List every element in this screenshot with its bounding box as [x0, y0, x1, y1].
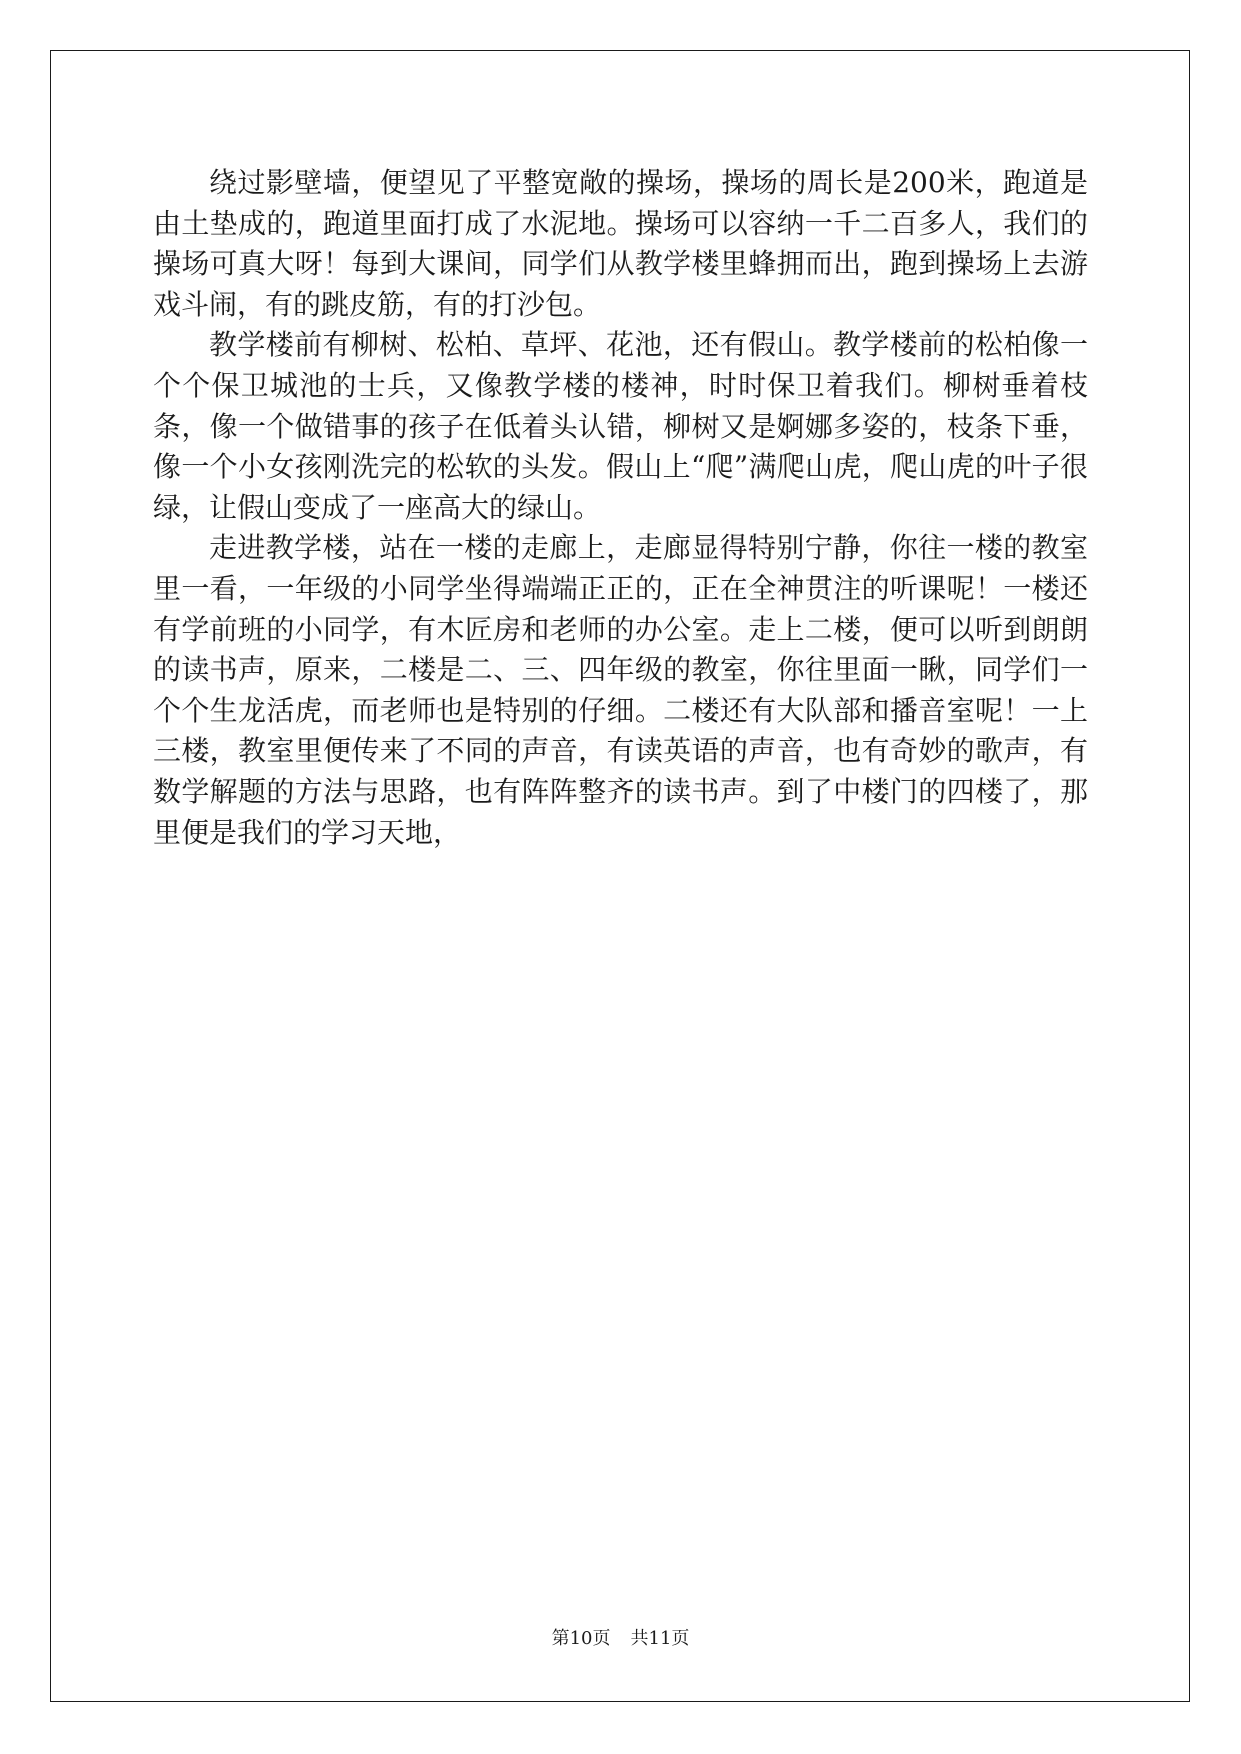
- paragraph-1: 绕过影壁墙，便望见了平整宽敞的操场，操场的周长是200米，跑道是由土垫成的，跑道里面打成了水泥地。操场可以容纳一千二百多人，我们的操场可真大呀！每到大课间，同学们从教学楼里蜂拥而出，跑到操场上去游戏斗闹，有的跳皮筋，有的打沙包。: [153, 166, 1088, 321]
- paragraph-3: 走进教学楼，站在一楼的走廊上，走廊显得特别宁静，你往一楼的教室里一看，一年级的小同学坐得端端正正的，正在全神贯注的听课呢！一楼还有学前班的小同学，有木匠房和老师的办公室。走上二楼，便可以听到朗朗的读书声，原来，二楼是二、三、四年级的教室，你往里面一瞅，同学们一个个生龙活虎，而老师也是特别的仔细。二楼还有大队部和播音室呢！一上三楼，教室里便传来了不同的声音，有读英语的声音，也有奇妙的歌声，有数学解题的方法与思路，也有阵阵整齐的读书声。到了中楼门的四楼了，那里便是我们的学习天地，: [153, 531, 1088, 849]
- document-body: [153, 163, 1088, 853]
- paragraph-2: 教学楼前有柳树、松柏、草坪、花池，还有假山。教学楼前的松柏像一个个保卫城池的士兵，又像教学楼的楼神，时时保卫着我们。柳树垂着枝条，像一个做错事的孩子在低着头认错，柳树又是婀娜多姿的，枝条下垂，像一个小女孩刚洗完的松软的头发。假山上“爬”满爬山虎，爬山虎的叶子很绿，让假山变成了一座高大的绿山。: [153, 328, 1088, 524]
- page-footer: [0, 1627, 1241, 1651]
- current-page-number: 第10页: [551, 1628, 611, 1649]
- total-pages: 共11页: [630, 1628, 690, 1649]
